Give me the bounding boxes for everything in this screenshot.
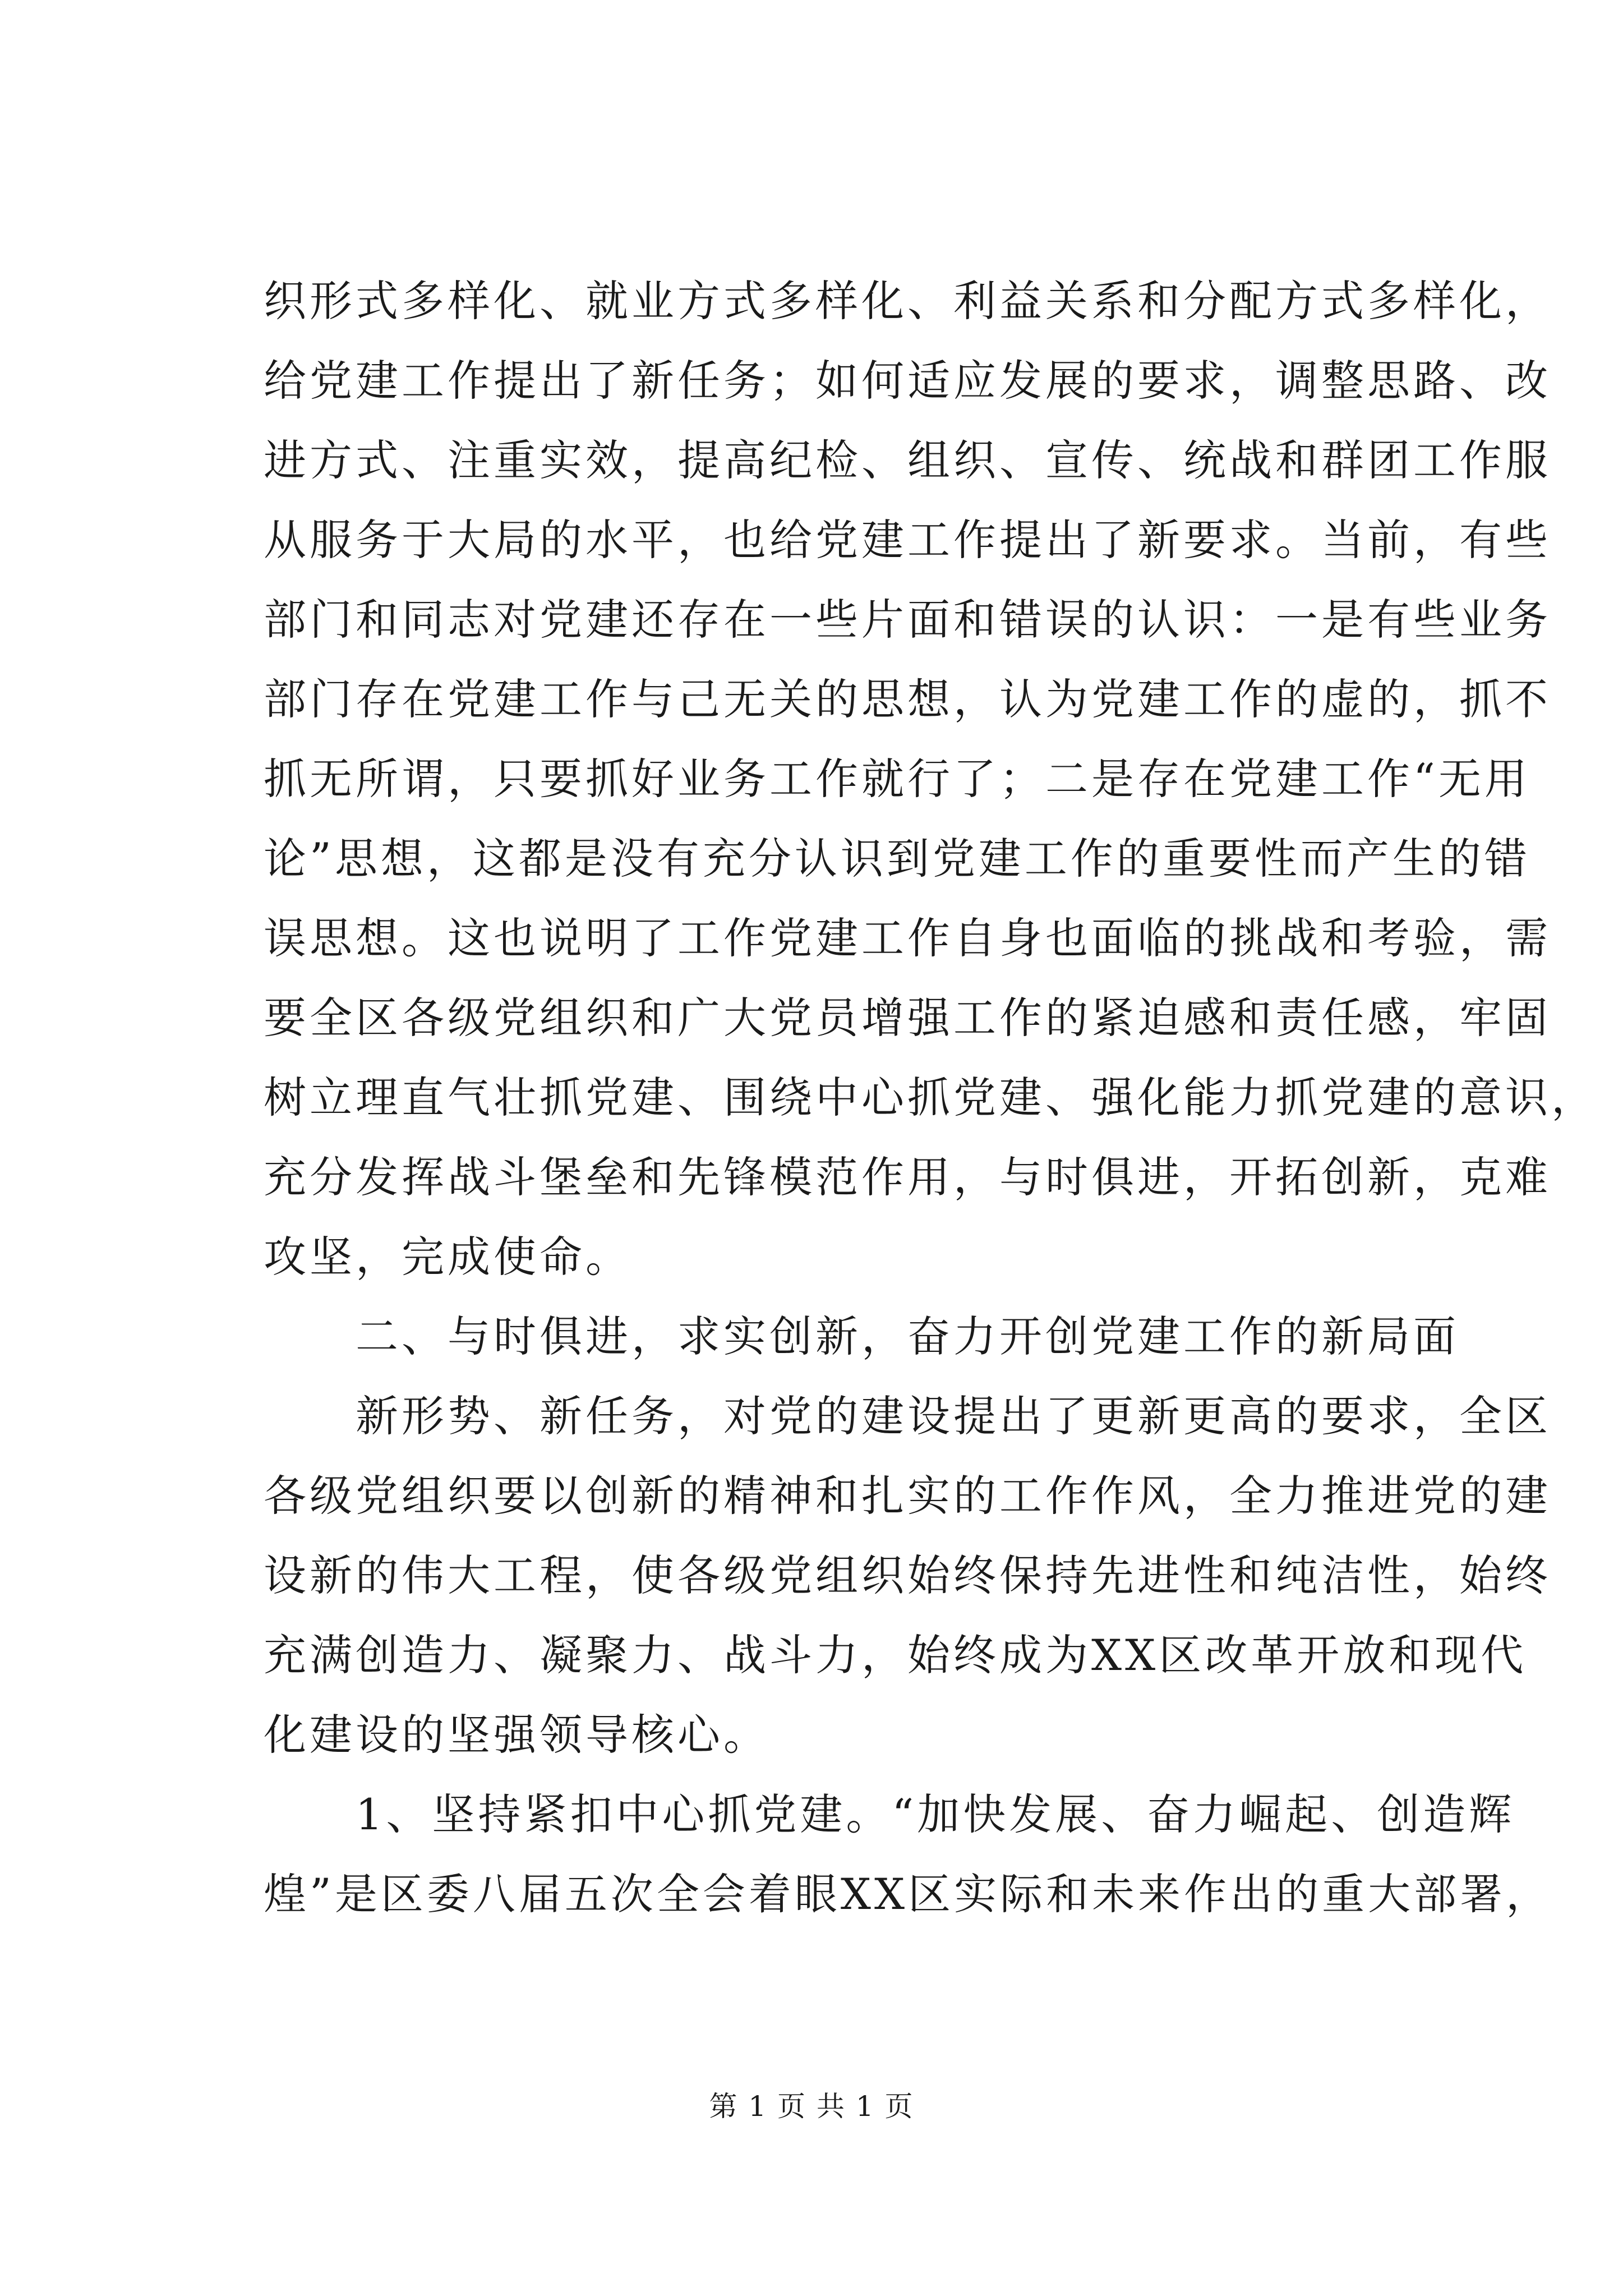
- text-line: 进方式、注重实效，提高纪检、组织、宣传、统战和群团工作服: [264, 435, 1551, 485]
- text-line: 煌”是区委八届五次全会着眼XX区实际和未来作出的重大部署，: [264, 1869, 1552, 1919]
- text-line: 攻坚，完成使命。: [264, 1232, 631, 1282]
- text-line: 从服务于大局的水平，也给党建工作提出了新要求。当前，有些: [264, 515, 1551, 565]
- text-line: 各级党组织要以创新的精神和扎实的工作作风，全力推进党的建: [264, 1471, 1551, 1521]
- text-line: 抓无所谓，只要抓好业务工作就行了；二是存在党建工作“无用: [264, 754, 1530, 804]
- text-line: 给党建工作提出了新任务；如何适应发展的要求，调整思路、改: [264, 356, 1551, 406]
- text-line: 论”思想，这都是没有充分认识到党建工作的重要性而产生的错: [264, 834, 1530, 884]
- text-line: 织形式多样化、就业方式多样化、利益关系和分配方式多样化，: [264, 276, 1551, 326]
- text-line: 部门存在党建工作与己无关的思想，认为党建工作的虚的，抓不: [264, 674, 1551, 724]
- text-line: 设新的伟大工程，使各级党组织始终保持先进性和纯洁性，始终: [264, 1550, 1551, 1600]
- text-line: 1、坚持紧扣中心抓党建。“加快发展、奋力崛起、创造辉: [356, 1789, 1515, 1839]
- text-line: 要全区各级党组织和广大党员增强工作的紧迫感和责任感，牢固: [264, 993, 1551, 1043]
- text-line: 新形势、新任务，对党的建设提出了更新更高的要求，全区: [356, 1391, 1551, 1441]
- text-line: 误思想。这也说明了工作党建工作自身也面临的挑战和考验，需: [264, 913, 1551, 963]
- text-line: 化建设的坚强领导核心。: [264, 1710, 769, 1760]
- page-number-footer: 第 1 页 共 1 页: [709, 2090, 914, 2123]
- text-line: 充分发挥战斗堡垒和先锋模范作用，与时俱进，开拓创新，克难: [264, 1152, 1551, 1202]
- text-line: 树立理直气壮抓党建、围绕中心抓党建、强化能力抓党建的意识，: [264, 1073, 1597, 1122]
- body-text: [264, 261, 1597, 1934]
- text-line: 部门和同志对党建还存在一些片面和错误的认识：一是有些业务: [264, 595, 1551, 645]
- text-line: 充满创造力、凝聚力、战斗力，始终成为XX区改革开放和现代: [264, 1630, 1527, 1680]
- section-heading: 二、与时俱进，求实创新，奋力开创党建工作的新局面: [356, 1312, 1459, 1361]
